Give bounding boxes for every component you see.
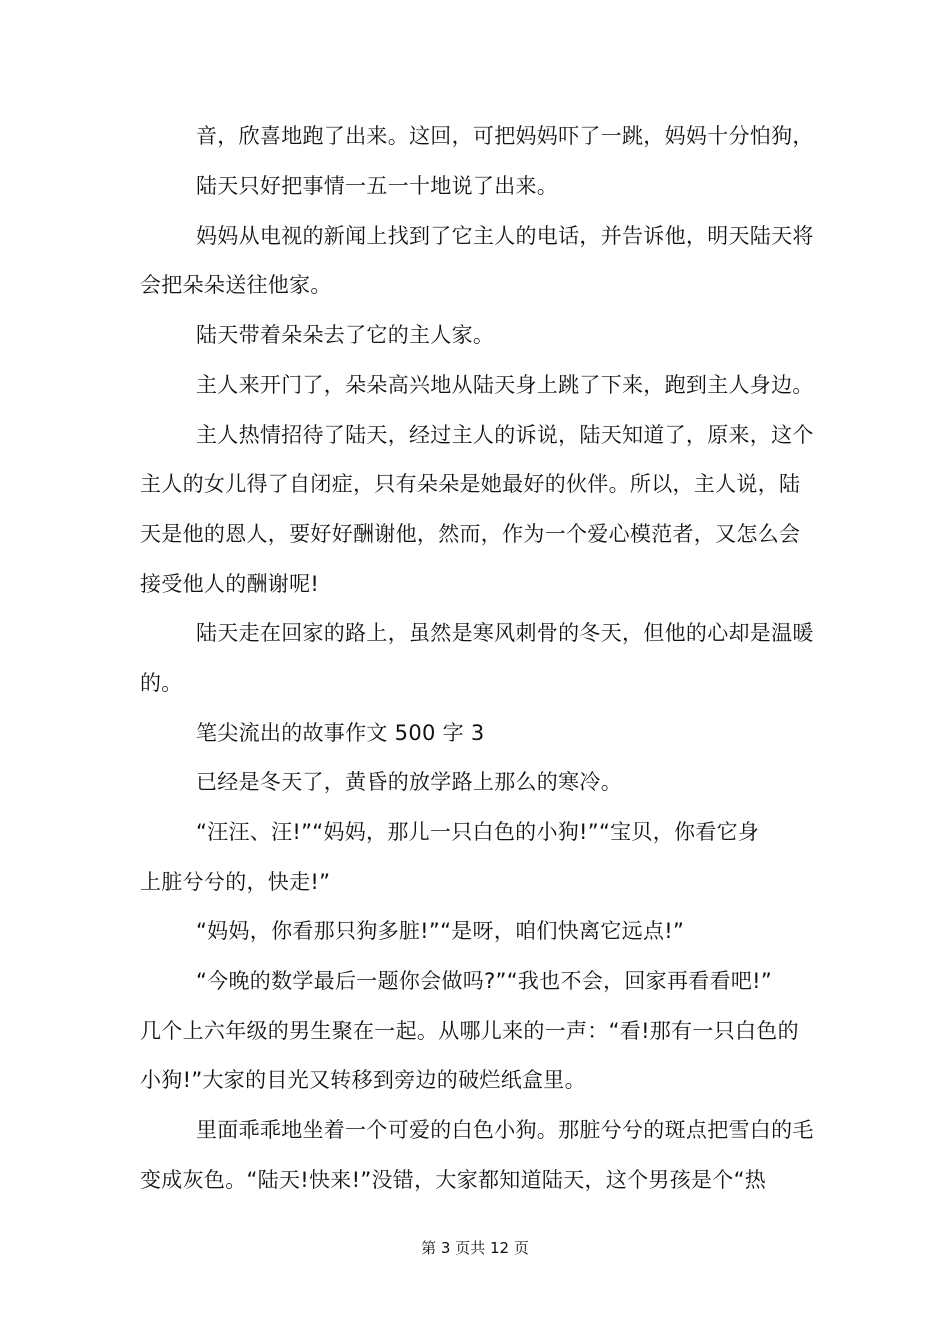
text-line-14: 已经是冬天了，黄昏的放学路上那么的寒冷。 [196, 770, 622, 794]
page-footer: 第 3 页共 12 页 [421, 1239, 529, 1257]
text-line-19: 几个上六年级的男生聚在一起。从哪儿来的一声：“看!那有一只白色的 [140, 1019, 799, 1043]
text-line-18: “今晚的数学最后一题你会做吗?”“我也不会，回家再看看吧!” [196, 969, 773, 993]
text-line-1: 音，欣喜地跑了出来。这回，可把妈妈吓了一跳，妈妈十分怕狗， [196, 124, 814, 148]
text-line-22: 变成灰色。“陆天!快来!”没错，大家都知道陆天，这个男孩是个“热 [140, 1168, 767, 1192]
text-line-8: 主人的女儿得了自闭症，只有朵朵是她最好的伙伴。所以，主人说，陆 [140, 472, 801, 496]
text-line-10: 接受他人的酬谢呢! [140, 572, 320, 596]
text-line-12: 的。 [140, 671, 183, 695]
text-line-15: “汪汪、汪!”“妈妈，那儿一只白色的小狗!”“宝贝，你看它身 [196, 820, 760, 844]
section-heading: 笔尖流出的故事作文 500 字 3 [196, 721, 485, 745]
text-line-20: 小狗!”大家的目光又转移到旁边的破烂纸盒里。 [140, 1068, 586, 1092]
text-line-7: 主人热情招待了陆天，经过主人的诉说，陆天知道了，原来，这个 [196, 423, 814, 447]
text-line-21: 里面乖乖地坐着一个可爱的白色小狗。那脏兮兮的斑点把雪白的毛 [196, 1118, 814, 1142]
text-line-11: 陆天走在回家的路上，虽然是寒风刺骨的冬天，但他的心却是温暖 [196, 621, 814, 645]
text-line-4: 会把朵朵送往他家。 [140, 273, 332, 297]
text-line-5: 陆天带着朵朵去了它的主人家。 [196, 323, 495, 347]
text-line-9: 天是他的恩人，要好好酬谢他，然而，作为一个爱心模范者，又怎么会 [140, 522, 801, 546]
text-line-2: 陆天只好把事情一五一十地说了出来。 [196, 174, 559, 198]
text-line-3: 妈妈从电视的新闻上找到了它主人的电话，并告诉他，明天陆天将 [196, 224, 814, 248]
text-line-17: “妈妈，你看那只狗多脏!”“是呀，咱们快离它远点!” [196, 919, 685, 943]
text-line-16: 上脏兮兮的，快走!” [140, 870, 331, 894]
text-line-6: 主人来开门了，朵朵高兴地从陆天身上跳了下来，跑到主人身边。 [196, 373, 814, 397]
